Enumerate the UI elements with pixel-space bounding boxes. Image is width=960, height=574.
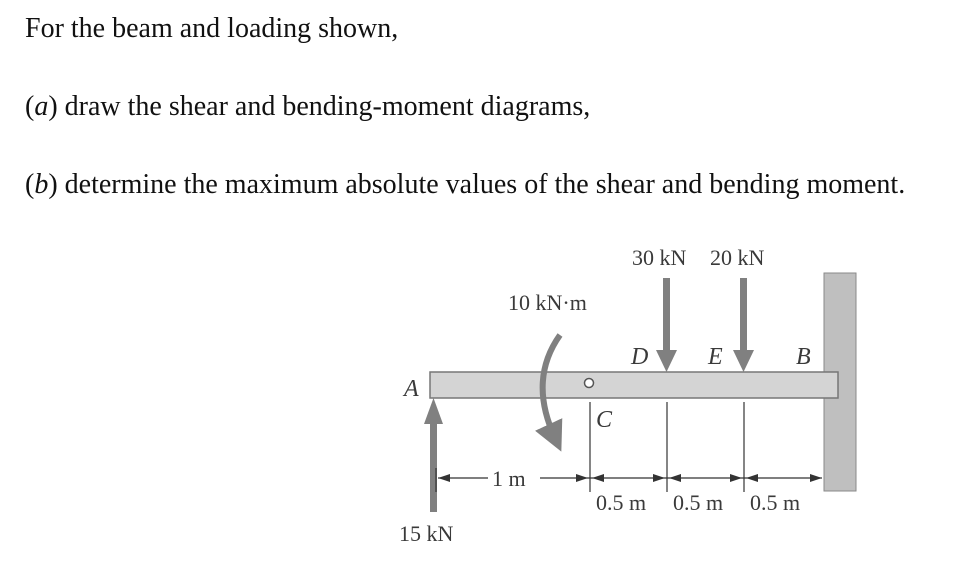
part-a-text: draw the shear and bending-moment diagrams,	[57, 91, 591, 122]
reaction-a-label: 15 kN	[399, 521, 454, 546]
force-d-label: 30 kN	[632, 245, 687, 270]
force-e-label: 20 kN	[710, 245, 765, 270]
dimension-cd-label: 0.5 m	[596, 490, 647, 515]
hinge-c	[585, 379, 594, 388]
point-b-label: B	[796, 344, 811, 370]
load-arrow-d	[656, 278, 677, 372]
point-e-label: E	[708, 344, 723, 370]
load-arrow-e	[733, 278, 754, 372]
part-b-letter: b	[34, 169, 49, 200]
dimension-eb-label: 0.5 m	[750, 490, 801, 515]
moment-c-label: 10 kN·m	[508, 290, 587, 315]
dimension-de-label: 0.5 m	[673, 490, 724, 515]
dimension-ac-label: 1 m	[492, 466, 526, 491]
part-b-text: determine the maximum absolute values of the shear and bending moment.	[57, 169, 906, 200]
problem-intro: For the beam and loading shown,	[25, 13, 399, 44]
reaction-arrow-a	[424, 398, 443, 512]
part-a: (a) draw the shear and bending-moment diagrams,	[25, 91, 591, 122]
beam	[430, 372, 838, 398]
point-a-label: A	[404, 376, 419, 402]
part-b: (b) determine the maximum absolute values of the shear and bending moment.	[25, 169, 906, 200]
point-d-label: D	[631, 344, 649, 370]
part-a-letter: a	[34, 91, 49, 122]
point-c-label: C	[596, 407, 613, 433]
